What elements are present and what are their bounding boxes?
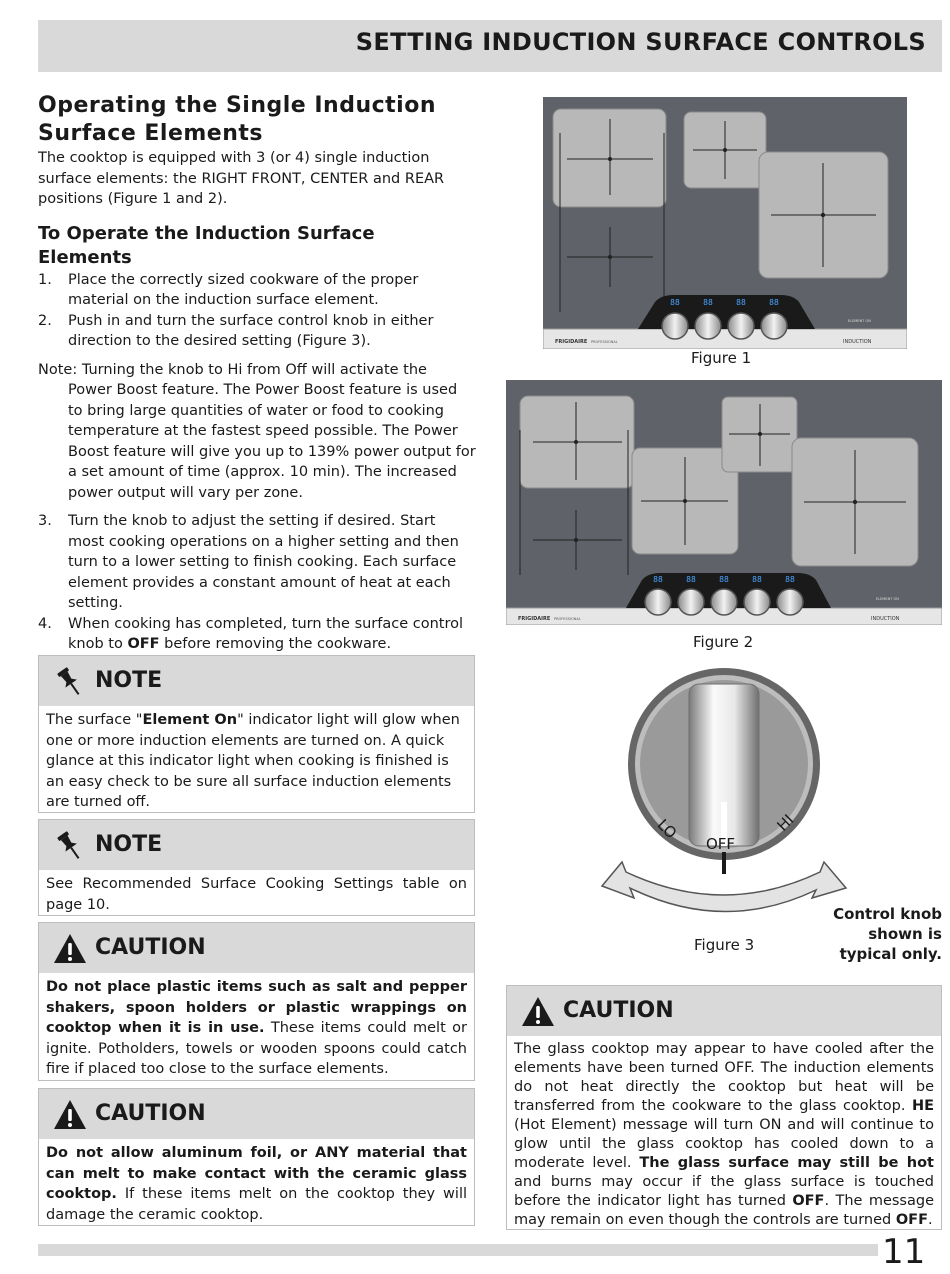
warning-triangle-icon <box>53 1098 87 1132</box>
note-box-settings-table <box>38 819 475 916</box>
steps-list-2 <box>38 511 476 655</box>
caution-box-hot-surface <box>506 985 942 1230</box>
note-label: NOTE <box>95 832 163 857</box>
left-column <box>38 92 476 655</box>
figure-2-caption: Figure 2 <box>693 633 754 651</box>
knob-hi-label: HI <box>773 810 798 835</box>
page-title: SETTING INDUCTION SURFACE CONTROLS <box>355 28 926 56</box>
control-knob <box>728 313 754 339</box>
section-title-line1: Operating the Single Induction <box>38 93 437 118</box>
control-knob <box>761 313 787 339</box>
display-digits: 88 <box>785 575 795 584</box>
knob-note-line1: Control knob <box>833 905 942 923</box>
pushpin-icon <box>53 829 87 863</box>
list-item <box>38 311 476 352</box>
knob-off-label: OFF <box>706 835 736 853</box>
note-box-body: See Recommended Surface Cooking Settings table on page 10. <box>46 876 467 913</box>
figure-1-cooktop <box>543 97 907 349</box>
subsection-title-line2: Elements <box>38 246 132 268</box>
note-box-body <box>39 706 474 817</box>
caution-box-header <box>39 923 474 973</box>
step-number: 2. <box>38 312 52 329</box>
caution-box-body <box>39 973 474 1084</box>
element-on-label: ELEMENT ON <box>848 319 871 323</box>
note-first-line <box>38 360 476 381</box>
list-item <box>38 511 476 614</box>
caution-box-plastic <box>38 922 475 1081</box>
caution-bold: The glass surface may still be hot <box>639 1155 934 1171</box>
header-band <box>38 20 942 72</box>
induction-label: INDUCTION <box>843 339 872 345</box>
control-knob <box>678 589 704 615</box>
caution-label: CAUTION <box>95 935 206 960</box>
note-lead: Note: <box>38 361 78 378</box>
step-text: When cooking has completed, turn the surface control knob to <box>68 615 464 652</box>
caution-bold: OFF <box>792 1193 825 1209</box>
caution-box-body <box>507 1036 941 1234</box>
step-number: 1. <box>38 271 52 288</box>
display-digits: 88 <box>769 298 779 307</box>
note-box-header <box>39 820 474 870</box>
display-digits: 88 <box>670 298 680 307</box>
caution-text: and burns may occur if the glass surface is touched before the indicator light has turned <box>514 1174 934 1209</box>
power-boost-note <box>38 360 476 504</box>
knob-typical-note <box>812 904 942 964</box>
figure-3-knob <box>598 662 850 924</box>
warning-triangle-icon <box>53 932 87 966</box>
step-text-after: before removing the cookware. <box>159 636 392 652</box>
knob-note-line3: typical only. <box>839 945 942 963</box>
caution-bold: Do not allow aluminum foil, or ANY material that can melt to make contact with the ceramic glass cooktop. <box>46 1145 467 1202</box>
caution-label: CAUTION <box>563 998 674 1023</box>
step-text: Place the correctly sized cookware of the proper material on the induction surface element. <box>68 271 419 308</box>
page-number: 11 <box>882 1232 926 1272</box>
caution-box-foil <box>38 1088 475 1226</box>
control-knob <box>744 589 770 615</box>
step-number: 4. <box>38 615 52 632</box>
element-on-label: ELEMENT ON <box>876 597 899 601</box>
step-number: 3. <box>38 513 52 529</box>
caution-box-header <box>39 1089 474 1139</box>
footer-band <box>38 1244 878 1256</box>
pushpin-icon <box>53 665 87 699</box>
figure-3-caption: Figure 3 <box>694 936 755 954</box>
display-digits: 88 <box>736 298 746 307</box>
caution-text: . The message may remain on even though the controls are turned <box>514 1193 934 1228</box>
list-item <box>38 270 476 311</box>
step-bold: OFF <box>127 636 160 652</box>
note-text: The surface " <box>46 712 143 728</box>
brand-logo: FRIGIDAIRE <box>518 616 551 622</box>
step-text: Push in and turn the surface control knob in either direction to the desired setting (Figure 3). <box>68 312 434 349</box>
caution-text: The glass cooktop may appear to have cooled after the elements have been turned OFF. The induction elements do not heat directly the cooktop but heat will be transferred from the cookware to the glass cooktop. <box>514 1041 934 1114</box>
display-digits: 88 <box>653 575 663 584</box>
figure-1-caption: Figure 1 <box>691 349 752 367</box>
caution-label: CAUTION <box>95 1101 206 1126</box>
display-digits: 88 <box>686 575 696 584</box>
control-knob <box>695 313 721 339</box>
list-item <box>38 614 476 655</box>
display-digits: 88 <box>703 298 713 307</box>
warning-triangle-icon <box>521 995 555 1029</box>
knob-lo-label: LO <box>653 815 681 843</box>
brand-logo: FRIGIDAIRE <box>555 339 588 345</box>
caution-text: . <box>927 1212 933 1228</box>
induction-label: INDUCTION <box>871 616 900 622</box>
knob-note-line2: shown is <box>868 925 942 943</box>
subsection-title-line1: To Operate the Induction Surface <box>38 222 375 244</box>
control-knob <box>645 589 671 615</box>
note-box-header <box>39 656 474 706</box>
control-knob <box>711 589 737 615</box>
caution-text: If these items melt on the cooktop they will damage the ceramic cooktop. <box>46 1186 467 1223</box>
steps-list <box>38 270 476 352</box>
note-text-after: " indicator light will glow when one or more induction elements are turned on. A quick glance at this indicator light when cooking is finished is an easy check to be sure all surface induction elements are turned off. <box>46 712 460 810</box>
brand-sub: PROFESSIONAL <box>591 340 618 344</box>
note-bold: Element On <box>142 712 238 728</box>
caution-text: (Hot Element) message will turn ON and will continue to glow until the glass cooktop has cooled down to a moderate level. <box>514 1117 934 1171</box>
note-label: NOTE <box>95 668 163 693</box>
control-knob <box>662 313 688 339</box>
note-box-element-on <box>38 655 475 813</box>
caution-box-body <box>39 1139 474 1229</box>
caution-text: These items could melt or ignite. Potholders, towels or wooden spoons could catch fire if placed too close to the surface elements. <box>46 1020 467 1077</box>
subsection-title <box>38 222 476 270</box>
caution-bold: Do not place plastic items such as salt and pepper shakers, spoon holders or plastic wrappings on cooktop when it is in use. <box>46 979 467 1036</box>
display-digits: 88 <box>719 575 729 584</box>
display-digits: 88 <box>752 575 762 584</box>
figure-2-cooktop <box>506 380 942 625</box>
brand-sub: PROFESSIONAL <box>554 617 581 621</box>
section-title-line2: Surface Elements <box>38 121 264 146</box>
step-text: Turn the knob to adjust the setting if desired. Start most cooking operations on a higher setting and then turn to a lower setting to finish cooking. Each surface element provides a constant amount of heat at each setting. <box>68 513 459 611</box>
caution-bold: HE <box>911 1098 934 1114</box>
note-first-text: Turning the knob to Hi from Off will activate the <box>81 361 427 378</box>
control-knob <box>777 589 803 615</box>
caution-bold: OFF <box>895 1212 928 1228</box>
note-rest-text: Power Boost feature. The Power Boost feature is used to bring large quantities of water or food to cooking temperature at the fastest speed possible. The Power Boost feature will give you up to 139% power output for a set amount of time (approx. 10 min). The increased power output will vary per zone. <box>68 382 476 501</box>
section-title <box>38 92 476 148</box>
caution-box-header <box>507 986 941 1036</box>
intro-paragraph: The cooktop is equipped with 3 (or 4) single induction surface elements: the RIGHT FRONT, CENTER and REAR positions (Figure 1 and 2). <box>38 150 445 207</box>
